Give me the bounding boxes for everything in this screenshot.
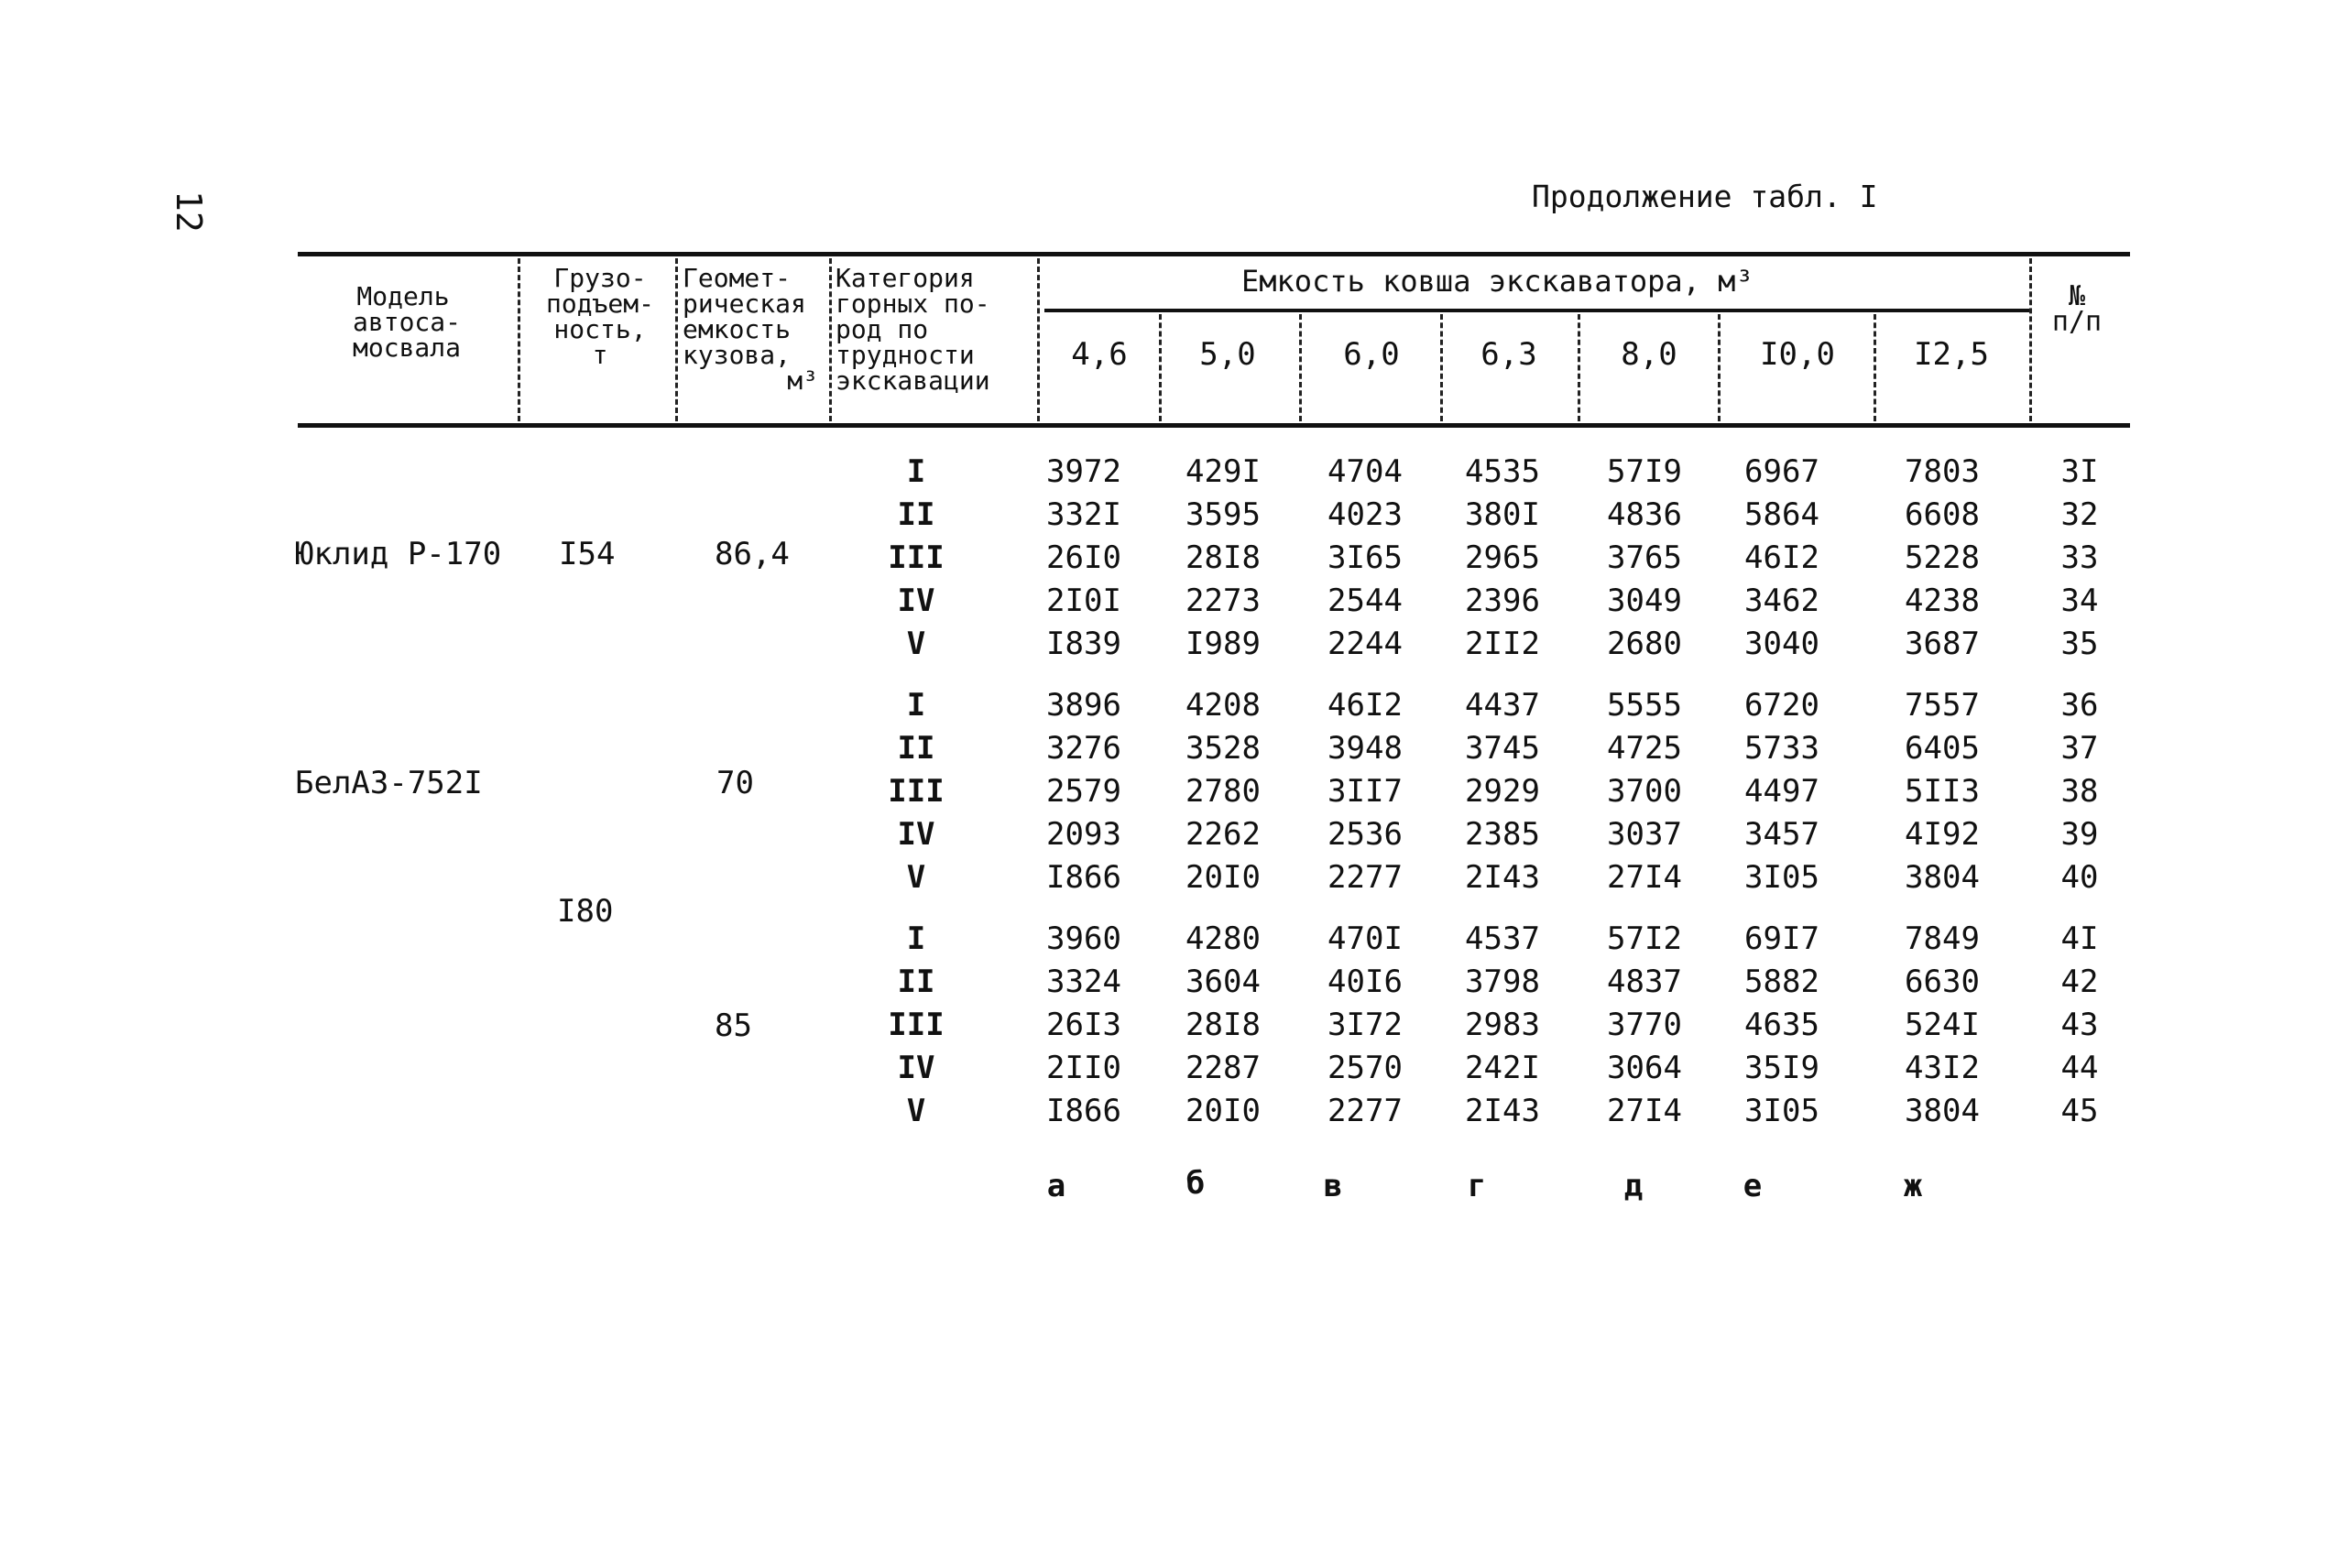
- table-cell: 4497: [1744, 773, 1819, 810]
- header-separator: [2029, 258, 2032, 421]
- header-separator: [829, 258, 832, 421]
- table-cell: 5228: [1905, 539, 1980, 576]
- category-label: II: [897, 964, 935, 1000]
- table-cell: 7557: [1905, 687, 1980, 724]
- table-cell: 2929: [1465, 773, 1540, 810]
- table-cell: 4208: [1185, 687, 1261, 724]
- table-cell: 2277: [1327, 1093, 1403, 1129]
- category-label: I: [906, 687, 926, 724]
- table-cell: 4635: [1744, 1007, 1819, 1043]
- table-cell: 4725: [1607, 730, 1682, 767]
- table-cell: 2396: [1465, 583, 1540, 619]
- table-cell: 2I43: [1465, 859, 1540, 896]
- category-label: IV: [897, 583, 935, 619]
- category-label: III: [888, 1007, 945, 1043]
- header-bucket-title: Емкость ковша экскаватора, м³: [1241, 264, 1753, 299]
- table-cell: 4023: [1327, 496, 1403, 533]
- table-cell: 3770: [1607, 1007, 1682, 1043]
- table-cell: 6967: [1744, 453, 1819, 490]
- row-number: 37: [2060, 730, 2099, 767]
- table-cell: 332I: [1046, 496, 1121, 533]
- category-label: IV: [897, 1050, 935, 1086]
- row-number: 42: [2060, 964, 2099, 1000]
- table-cell: 3462: [1744, 583, 1819, 619]
- table-cell: 3896: [1046, 687, 1121, 724]
- table-cell: 3972: [1046, 453, 1121, 490]
- column-letter: а: [1046, 1168, 1066, 1204]
- model-label: Юклид Р-170: [295, 536, 502, 572]
- table-cell: 2579: [1046, 773, 1121, 810]
- table-cell: 46I2: [1327, 687, 1403, 724]
- table-cell: 3I65: [1327, 539, 1403, 576]
- table-cell: 2965: [1465, 539, 1540, 576]
- table-cell: 242I: [1465, 1050, 1540, 1086]
- table-cell: 6720: [1744, 687, 1819, 724]
- row-number: 38: [2060, 773, 2099, 810]
- volume-label: 70: [716, 765, 754, 801]
- table-cell: 3595: [1185, 496, 1261, 533]
- category-label: I: [906, 920, 926, 957]
- row-number: 45: [2060, 1093, 2099, 1129]
- table-cell: 4280: [1185, 920, 1261, 957]
- table-cell: 2262: [1185, 816, 1261, 853]
- table-cell: 26I3: [1046, 1007, 1121, 1043]
- row-number: 33: [2060, 539, 2099, 576]
- header-bottom-rule: [298, 423, 2130, 428]
- table-cell: 5882: [1744, 964, 1819, 1000]
- table-cell: 28I8: [1185, 1007, 1261, 1043]
- table-cell: 5733: [1744, 730, 1819, 767]
- table-cell: 27I4: [1607, 1093, 1682, 1129]
- table-cell: 35I9: [1744, 1050, 1819, 1086]
- table-cell: 40I6: [1327, 964, 1403, 1000]
- table-cell: 2093: [1046, 816, 1121, 853]
- table-cell: 2385: [1465, 816, 1540, 853]
- table-cell: 3037: [1607, 816, 1682, 853]
- table-cell: 3604: [1185, 964, 1261, 1000]
- table-cell: 3765: [1607, 539, 1682, 576]
- category-label: II: [897, 730, 935, 767]
- row-number: 44: [2060, 1050, 2099, 1086]
- column-letter: ж: [1903, 1168, 1923, 1204]
- table-cell: 57I9: [1607, 453, 1682, 490]
- table-cell: 4537: [1465, 920, 1540, 957]
- bucket-size: 8,0: [1621, 336, 1677, 373]
- row-number: 40: [2060, 859, 2099, 896]
- table-cell: 3948: [1327, 730, 1403, 767]
- table-cell: 57I2: [1607, 920, 1682, 957]
- table-cell: 20I0: [1185, 859, 1261, 896]
- table-cell: 4I92: [1905, 816, 1980, 853]
- row-number: 39: [2060, 816, 2099, 853]
- table-cell: 470I: [1327, 920, 1403, 957]
- table-cell: I989: [1185, 626, 1261, 662]
- capacity-label: I80: [557, 893, 614, 930]
- table-cell: 6405: [1905, 730, 1980, 767]
- table-cell: 3528: [1185, 730, 1261, 767]
- category-label: III: [888, 539, 945, 576]
- table-cell: 2983: [1465, 1007, 1540, 1043]
- bucket-size: 6,0: [1343, 336, 1400, 373]
- table-cell: 2I43: [1465, 1093, 1540, 1129]
- column-letter: б: [1185, 1165, 1206, 1202]
- column-letter: в: [1323, 1168, 1343, 1204]
- table-cell: 2570: [1327, 1050, 1403, 1086]
- category-label: IV: [897, 816, 935, 853]
- table-cell: 2544: [1327, 583, 1403, 619]
- table-cell: 4704: [1327, 453, 1403, 490]
- row-number: 32: [2060, 496, 2099, 533]
- table-cell: 3I05: [1744, 859, 1819, 896]
- header-category: Категория горных по- род по трудности экскавации: [836, 263, 990, 396]
- table-cell: 3I72: [1327, 1007, 1403, 1043]
- row-number: 4I: [2060, 920, 2099, 957]
- header-separator: [675, 258, 678, 421]
- table-top-rule: [298, 252, 2130, 256]
- table-cell: 2536: [1327, 816, 1403, 853]
- header-volume: Геомет- рическая емкость кузова, м³: [683, 263, 818, 396]
- category-label: V: [906, 1093, 926, 1129]
- table-cell: 3049: [1607, 583, 1682, 619]
- table-cell: 3064: [1607, 1050, 1682, 1086]
- category-label: II: [897, 496, 935, 533]
- table-cell: 5II3: [1905, 773, 1980, 810]
- table-cell: 4535: [1465, 453, 1540, 490]
- category-label: III: [888, 773, 945, 810]
- column-letter: г: [1467, 1168, 1487, 1204]
- category-label: I: [906, 453, 926, 490]
- table-cell: 28I8: [1185, 539, 1261, 576]
- volume-label: 86,4: [715, 536, 790, 572]
- capacity-label: I54: [559, 536, 616, 572]
- bucket-size: 5,0: [1199, 336, 1256, 373]
- table-cell: 3700: [1607, 773, 1682, 810]
- header-model: Модель автоса- мосвала: [353, 281, 462, 363]
- table-cell: 27I4: [1607, 859, 1682, 896]
- table-cell: 2277: [1327, 859, 1403, 896]
- table-cell: 4437: [1465, 687, 1540, 724]
- table-cell: I866: [1046, 859, 1121, 896]
- table-cell: 3960: [1046, 920, 1121, 957]
- row-number: 34: [2060, 583, 2099, 619]
- table-cell: 4837: [1607, 964, 1682, 1000]
- row-number: 36: [2060, 687, 2099, 724]
- model-label: БелАЗ-752I: [295, 765, 483, 801]
- row-number: 3I: [2060, 453, 2099, 490]
- table-cell: 2680: [1607, 626, 1682, 662]
- table-cell: 3040: [1744, 626, 1819, 662]
- table-cell: 3276: [1046, 730, 1121, 767]
- bucket-size: 6,3: [1480, 336, 1537, 373]
- table-cell: 46I2: [1744, 539, 1819, 576]
- header-separator: [1718, 314, 1721, 421]
- table-cell: 524I: [1905, 1007, 1980, 1043]
- table-cell: 7803: [1905, 453, 1980, 490]
- table-cell: 3I05: [1744, 1093, 1819, 1129]
- category-label: V: [906, 859, 926, 896]
- column-letter: е: [1743, 1168, 1763, 1204]
- table-cell: 2780: [1185, 773, 1261, 810]
- column-letter: д: [1623, 1168, 1644, 1204]
- header-separator: [1874, 314, 1876, 421]
- table-cell: 43I2: [1905, 1050, 1980, 1086]
- category-label: V: [906, 626, 926, 662]
- table-cell: 20I0: [1185, 1093, 1261, 1129]
- table-cell: 3798: [1465, 964, 1540, 1000]
- table-cell: 5864: [1744, 496, 1819, 533]
- table-cell: 2II2: [1465, 626, 1540, 662]
- table-continuation-title: Продолжение табл. I: [1532, 179, 1878, 214]
- bucket-size: I2,5: [1914, 336, 1989, 373]
- table-cell: I839: [1046, 626, 1121, 662]
- table-cell: 3687: [1905, 626, 1980, 662]
- table-cell: 2I0I: [1046, 583, 1121, 619]
- table-cell: 69I7: [1744, 920, 1819, 957]
- table-cell: I866: [1046, 1093, 1121, 1129]
- table-cell: 2II0: [1046, 1050, 1121, 1086]
- header-capacity: Грузо- подъем- ность, т: [545, 263, 654, 370]
- table-cell: 4238: [1905, 583, 1980, 619]
- row-number: 35: [2060, 626, 2099, 662]
- table-cell: 6630: [1905, 964, 1980, 1000]
- table-cell: 429I: [1185, 453, 1261, 490]
- table-cell: 3804: [1905, 859, 1980, 896]
- bucket-size: I0,0: [1760, 336, 1835, 373]
- header-separator: [518, 258, 520, 421]
- table-cell: 3745: [1465, 730, 1540, 767]
- table-cell: 2273: [1185, 583, 1261, 619]
- volume-label: 85: [715, 1007, 752, 1044]
- table-cell: 26I0: [1046, 539, 1121, 576]
- bucket-subheader-rule: [1044, 309, 2029, 312]
- table-cell: 5555: [1607, 687, 1682, 724]
- table-cell: 4836: [1607, 496, 1682, 533]
- page-number: 12: [169, 191, 209, 233]
- table-cell: 3II7: [1327, 773, 1403, 810]
- table-cell: 6608: [1905, 496, 1980, 533]
- bucket-size: 4,6: [1071, 336, 1128, 373]
- table-cell: 2244: [1327, 626, 1403, 662]
- table-cell: 380I: [1465, 496, 1540, 533]
- row-number: 43: [2060, 1007, 2099, 1043]
- header-separator: [1299, 314, 1302, 421]
- header-num: № п/п: [2051, 280, 2103, 338]
- table-cell: 3324: [1046, 964, 1121, 1000]
- table-cell: 3804: [1905, 1093, 1980, 1129]
- table-cell: 2287: [1185, 1050, 1261, 1086]
- table-cell: 3457: [1744, 816, 1819, 853]
- table-cell: 7849: [1905, 920, 1980, 957]
